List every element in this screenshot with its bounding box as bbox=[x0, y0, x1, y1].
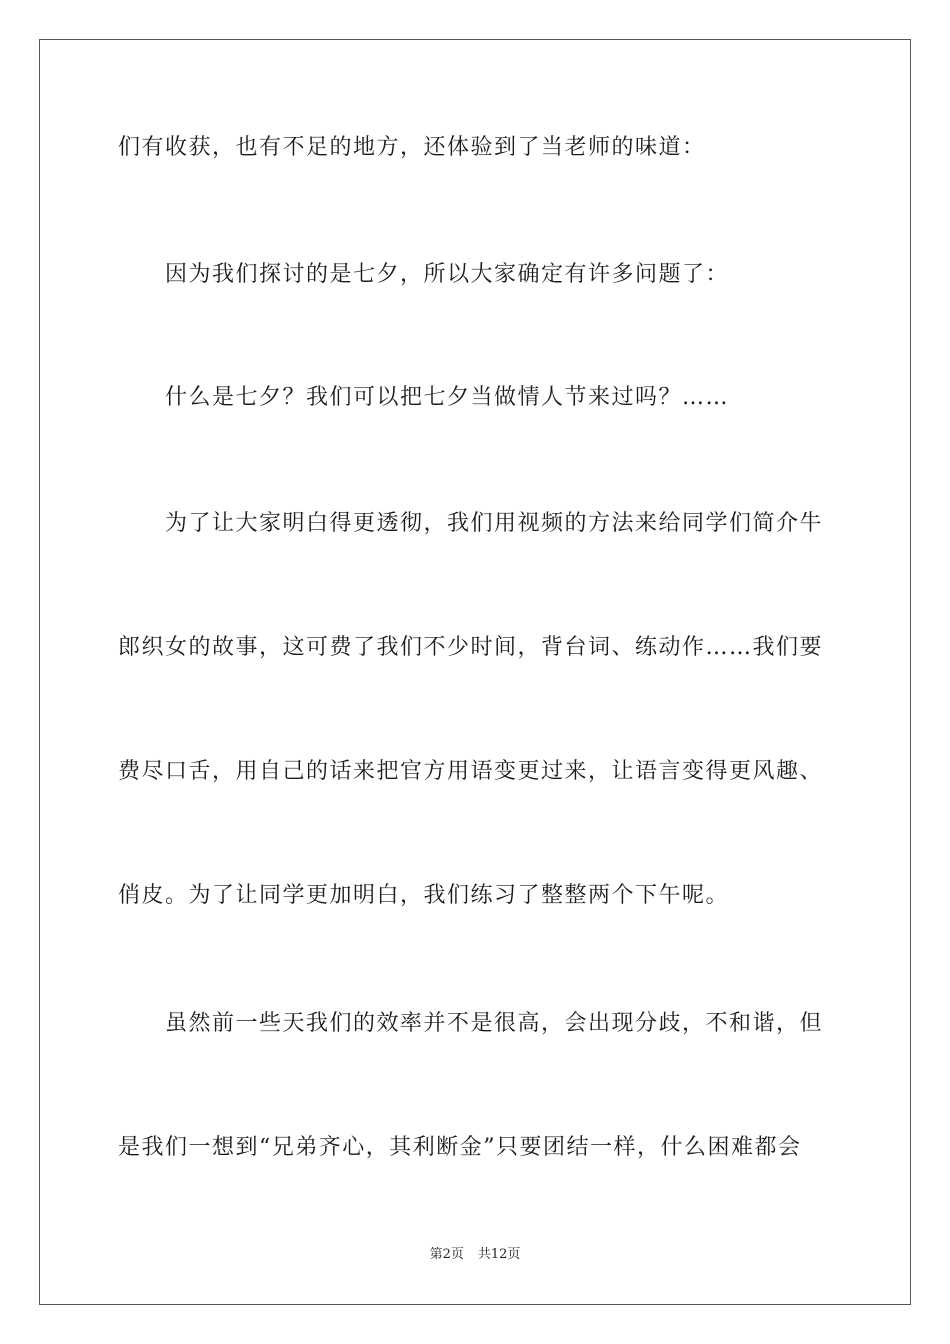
page-border bbox=[39, 39, 911, 1305]
text-line: 费尽口舌，用自己的话来把官方用语变更过来，让语言变得更风趣、 bbox=[118, 759, 824, 784]
text-line: 虽然前一些天我们的效率并不是很高，会出现分歧，不和谐，但 bbox=[165, 1011, 824, 1036]
text-line: 因为我们探讨的是七夕，所以大家确定有许多问题了： bbox=[165, 262, 730, 287]
text-line: 什么是七夕？我们可以把七夕当做情人节来过吗？…… bbox=[165, 385, 730, 410]
text-line: 为了让大家明白得更透彻，我们用视频的方法来给同学们简介牛 bbox=[165, 511, 824, 536]
text-line: 郎织女的故事，这可费了我们不少时间，背台词、练动作……我们要 bbox=[118, 635, 824, 660]
text-line: 们有收获，也有不足的地方，还体验到了当老师的味道： bbox=[118, 135, 706, 160]
text-line: 是我们一想到“兄弟齐心，其利断金”只要团结一样，什么困难都会 bbox=[118, 1135, 802, 1160]
page-number: 第2页 bbox=[429, 1247, 464, 1262]
page-footer bbox=[0, 1246, 950, 1264]
text-line: 俏皮。为了让同学更加明白，我们练习了整整两个下午呢。 bbox=[118, 883, 730, 908]
page-total: 共12页 bbox=[477, 1247, 521, 1262]
